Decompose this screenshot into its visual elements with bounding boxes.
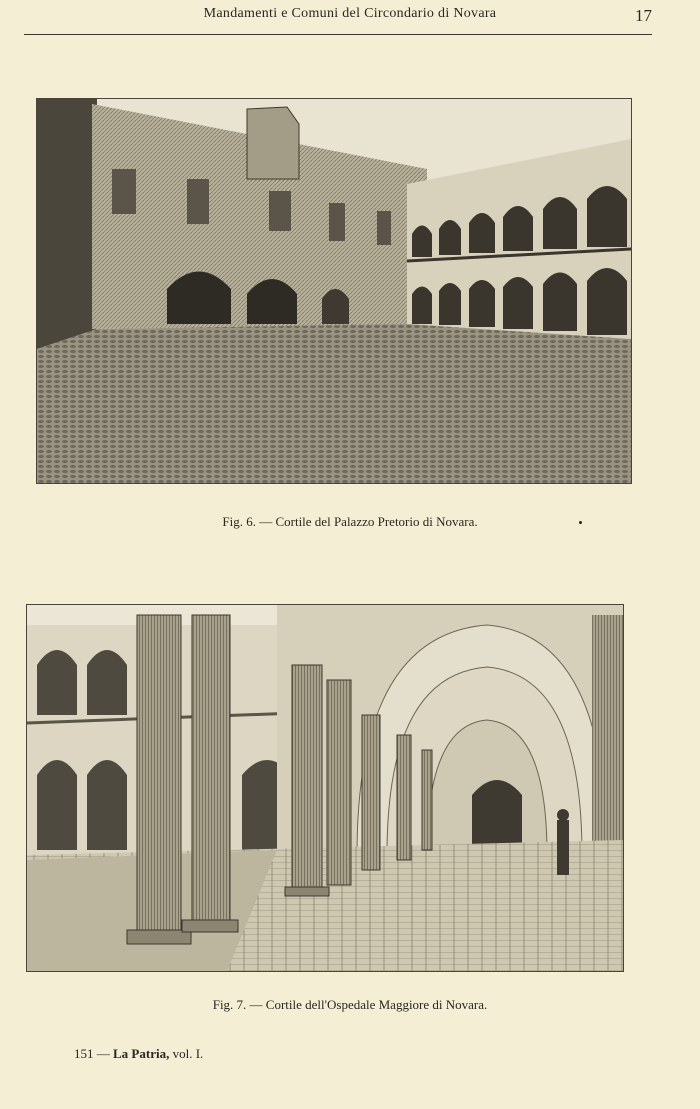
figure-6-engraving <box>36 98 632 484</box>
footer-publication: La Patria, <box>113 1046 170 1061</box>
figure-7-caption: Fig. 7. — Cortile dell'Ospedale Maggiore di Novara. <box>212 997 488 1012</box>
page-footer <box>74 1046 203 1062</box>
page-number: 17 <box>635 6 652 25</box>
print-speck <box>579 521 582 524</box>
header-rule <box>24 34 652 35</box>
figure-6-caption: Fig. 6. — Cortile del Palazzo Pretorio di Novara. <box>222 514 478 529</box>
footer-volume: vol. I. <box>172 1046 204 1061</box>
figure-7-engraving <box>26 604 624 972</box>
running-header: Mandamenti e Comuni del Circondario di Novara <box>203 6 497 21</box>
footer-sheet-number: 151 — <box>74 1046 110 1061</box>
